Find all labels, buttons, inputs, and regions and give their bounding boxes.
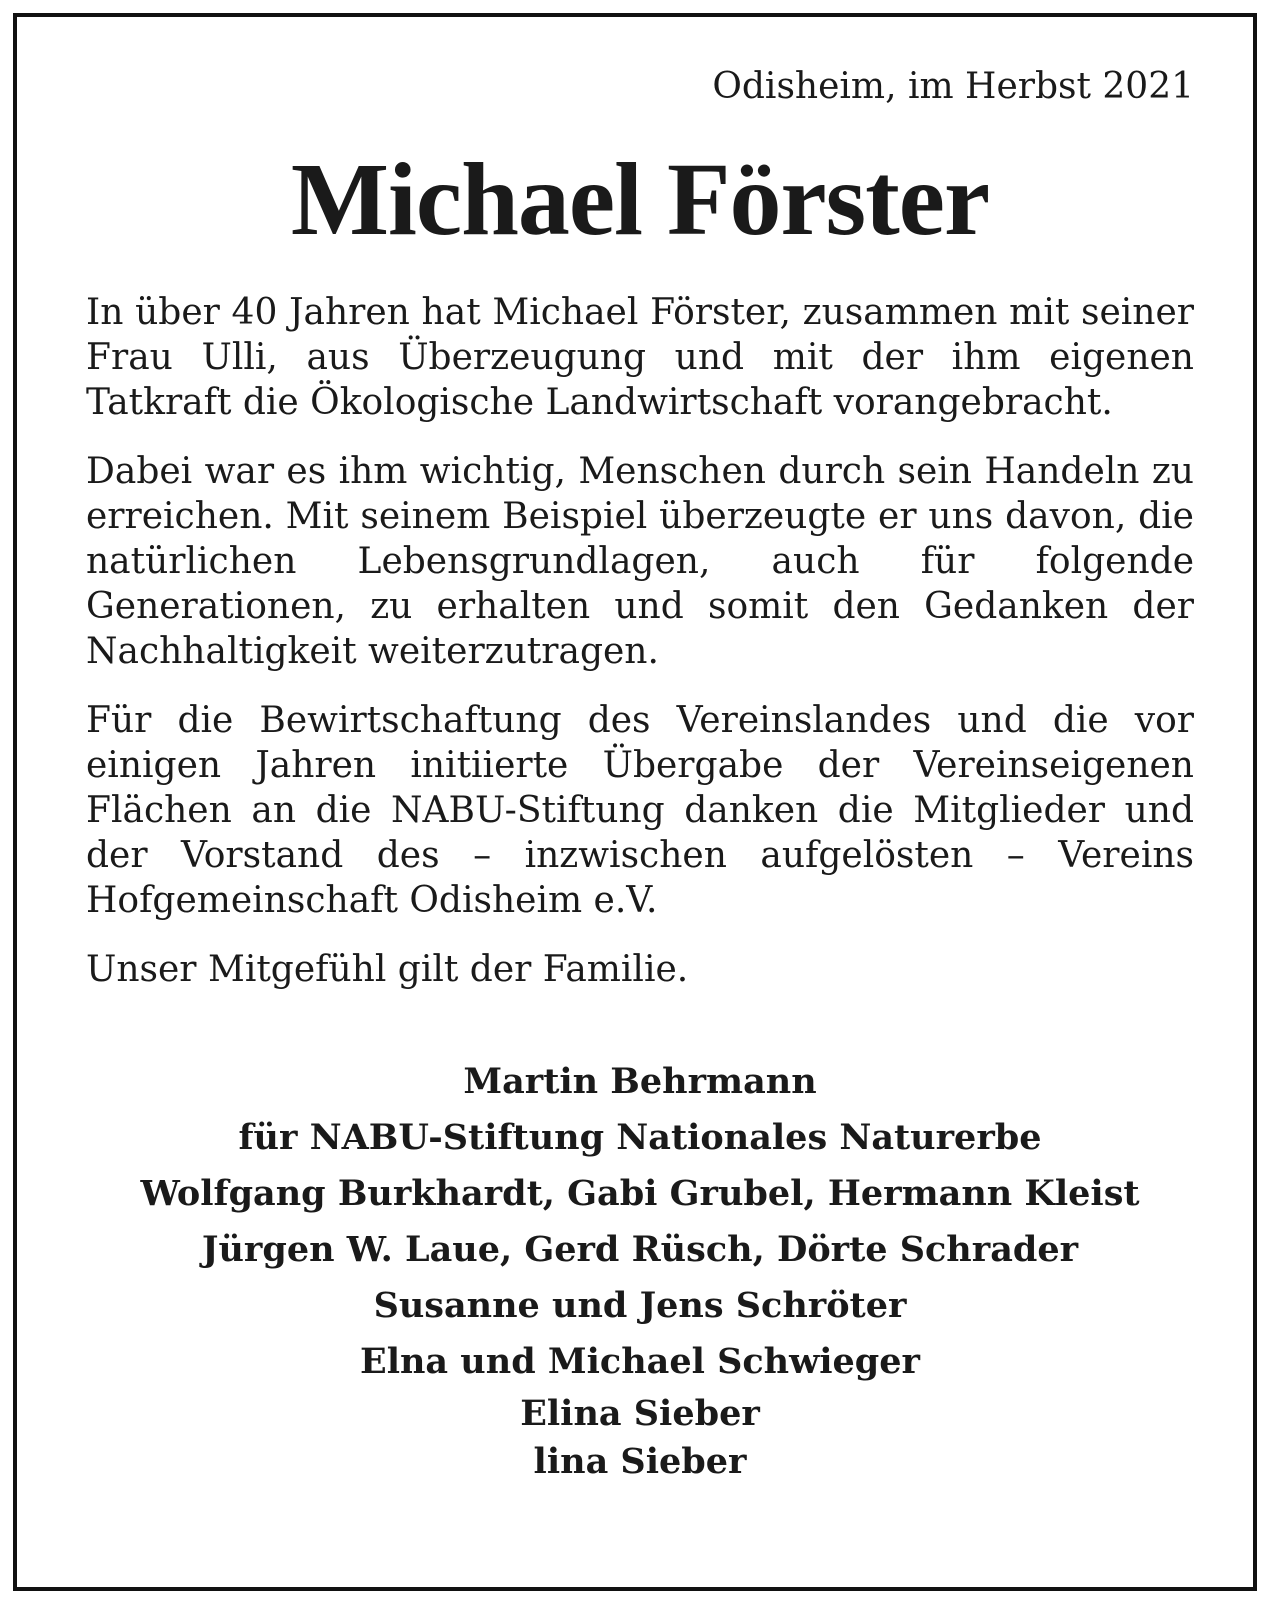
paragraph-legacy: Dabei war es ihm wichtig, Menschen durch sein Handeln zu erreichen. Mit seinem Beispiel überzeugte er uns davon, die natürlichen Lebensgrundlagen, auch für folgende Generationen, zu erhalten und somit den Gedanken der Nachhaltigkeit weiterzutragen. (86, 451, 1194, 672)
signatures-block (86, 1054, 1194, 1486)
signature-line: Susanne und Jens Schröter (373, 1285, 907, 1326)
signature-line: für NABU-Stiftung Nationales Naturerbe (238, 1117, 1042, 1158)
dateline: Odisheim, im Herbst 2021 (712, 66, 1194, 107)
signature-line: Martin Behrmann (463, 1061, 817, 1102)
signature-line: Wolfgang Burkhardt, Gabi Grubel, Hermann Kleist (140, 1173, 1140, 1214)
signature-line: Elna und Michael Schwieger (360, 1341, 920, 1382)
signature-line: Elina Sieber (520, 1393, 760, 1434)
paragraph-thanks: Für die Bewirtschaftung des Vereinslandes und die vor einigen Jahren initiierte Übergabe der Vereinseigenen Flächen an die NABU-Stiftung danken die Mitglieder und der Vorstand des – inzwischen aufgelösten – Vereins Hofgemeinschaft Odisheim e.V. (86, 700, 1194, 921)
paragraph-tribute: In über 40 Jahren hat Michael Förster, zusammen mit seiner Frau Ulli, aus Überzeugung und mit der ihm eigenen Tatkraft die Ökologische Landwirtschaft vorangebracht. (86, 292, 1194, 423)
obituary-notice (86, 64, 1194, 1486)
notice-body (86, 290, 1194, 992)
paragraph-condolence: Unser Mitgefühl gilt der Familie. (86, 949, 689, 990)
signature-line: lina Sieber (533, 1441, 747, 1482)
signature-line: Jürgen W. Laue, Gerd Rüsch, Dörte Schrader (201, 1229, 1079, 1270)
deceased-name: Michael Förster (290, 142, 990, 257)
